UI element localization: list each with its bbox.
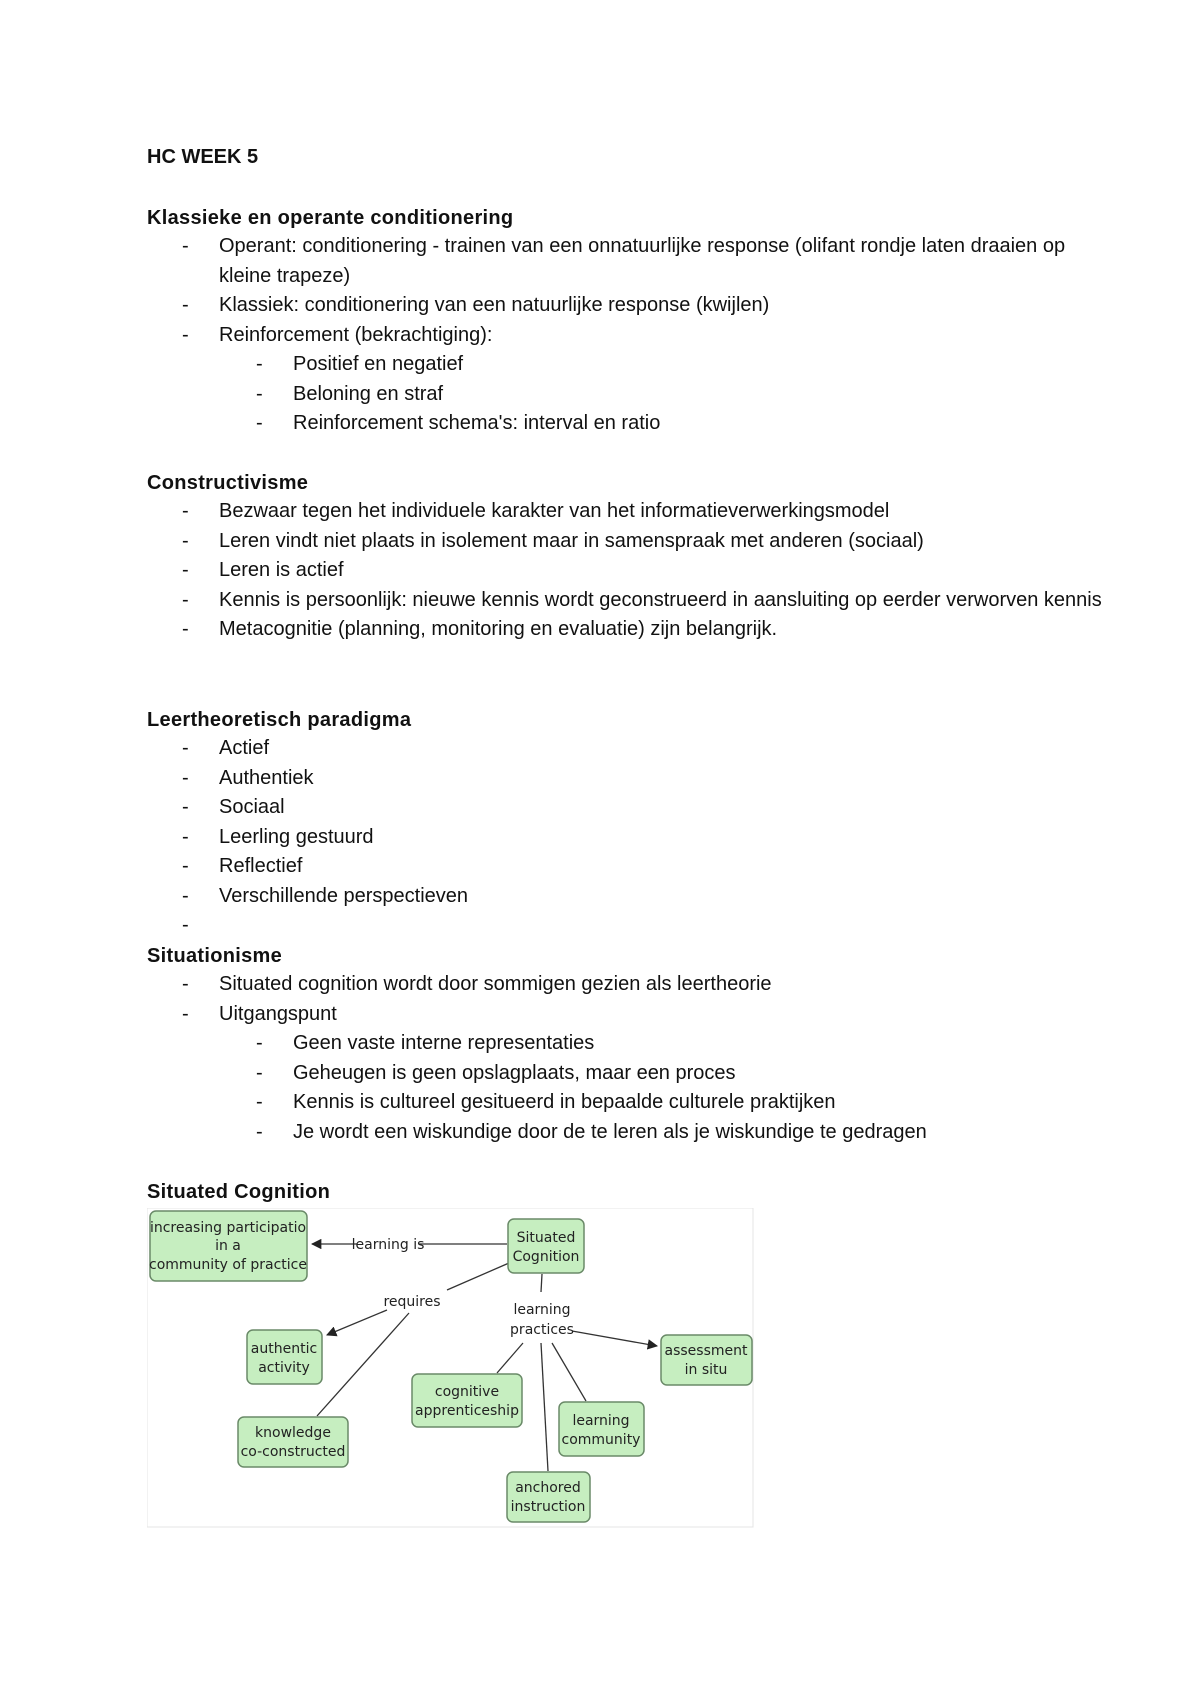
bullet-dash: - bbox=[182, 559, 189, 581]
bullet-dash: - bbox=[256, 1120, 263, 1143]
node-box bbox=[412, 1374, 522, 1427]
list-item-text: Leren vindt niet plaats in isolement maar in samenspraak met anderen (sociaal) bbox=[219, 529, 924, 552]
list-item bbox=[147, 1088, 1107, 1118]
list-item bbox=[147, 409, 1107, 439]
node-text: Cognition bbox=[512, 1249, 580, 1265]
list-item-text: Kennis is cultureel gesitueerd in bepaalde culturele praktijken bbox=[293, 1091, 836, 1113]
node-cognitive-apprenticeship bbox=[412, 1374, 522, 1427]
list-item-text: Situated cognition wordt door sommigen gezien als leertheorie bbox=[219, 973, 772, 995]
bullet-dash: - bbox=[182, 529, 189, 552]
concept-map-svg bbox=[147, 1208, 754, 1528]
bullet-dash: - bbox=[182, 588, 189, 611]
bullet-dash: - bbox=[182, 914, 189, 936]
section-conditionering bbox=[147, 204, 1107, 439]
list-item-text: Operant: conditionering - trainen van een onnatuurlijke response (olifant rondje laten draaien op kleine trapeze) bbox=[219, 235, 1066, 287]
node-learning-community bbox=[559, 1402, 644, 1456]
node-text: instruction bbox=[510, 1499, 586, 1515]
list-item-text: Positief en negatief bbox=[293, 353, 464, 375]
list-item bbox=[147, 882, 1107, 912]
list-item bbox=[147, 380, 1107, 410]
list-item bbox=[147, 1029, 1107, 1059]
bullet-dash: - bbox=[256, 353, 263, 375]
node-text: in a bbox=[215, 1238, 241, 1254]
node-text: co-constructed bbox=[240, 1444, 346, 1460]
bullet-dash: - bbox=[182, 884, 189, 907]
section-leertheoretisch bbox=[147, 706, 1107, 941]
node-situated-cognition bbox=[508, 1219, 584, 1273]
list-item bbox=[147, 852, 1107, 882]
bullet-dash: - bbox=[182, 796, 189, 818]
list-item bbox=[147, 321, 1107, 351]
node-text: increasing participatio bbox=[149, 1220, 307, 1236]
link-label-learning-is: learning is bbox=[351, 1237, 425, 1253]
list-item-text: Reinforcement (bekrachtiging): bbox=[219, 323, 493, 346]
list-item bbox=[147, 793, 1107, 823]
list-item bbox=[147, 615, 1107, 645]
bullet-dash: - bbox=[256, 1091, 263, 1113]
bullet-dash: - bbox=[182, 855, 189, 877]
list-item-text: Actief bbox=[219, 737, 270, 759]
section-situationisme bbox=[147, 942, 1107, 1147]
link-label-requires: requires bbox=[383, 1294, 441, 1310]
node-text: assessment bbox=[664, 1343, 748, 1359]
bullet-dash: - bbox=[182, 737, 189, 759]
section-heading: Situationisme bbox=[147, 945, 283, 967]
bullet-dash: - bbox=[256, 412, 263, 434]
list-item-text: Reflectief bbox=[219, 855, 303, 877]
node-knowledge-co-constructed bbox=[238, 1417, 348, 1467]
link-label-learning: learning bbox=[513, 1302, 571, 1318]
section-heading: Situated Cognition bbox=[147, 1181, 331, 1203]
list-item bbox=[147, 764, 1107, 794]
bullet-dash: - bbox=[182, 500, 189, 522]
list-item bbox=[147, 734, 1107, 764]
list-item bbox=[147, 823, 1107, 853]
list-item-text: Verschillende perspectieven bbox=[219, 884, 469, 907]
list-item bbox=[147, 1000, 1107, 1030]
section-heading: Klassieke en operante conditionering bbox=[147, 207, 514, 229]
list-item-text: Kennis is persoonlijk: nieuwe kennis wordt geconstrueerd in aansluiting op eerder verworven kennis bbox=[219, 588, 1102, 611]
node-text: community bbox=[561, 1432, 641, 1448]
list-item-text: Authentiek bbox=[219, 766, 314, 789]
list-item-text: Bezwaar tegen het individuele karakter van het informatieverwerkingsmodel bbox=[219, 500, 890, 522]
section-constructivisme bbox=[147, 469, 1107, 645]
section-heading: Leertheoretisch paradigma bbox=[147, 709, 412, 731]
bullet-dash: - bbox=[182, 766, 189, 789]
section-situated-cognition bbox=[147, 1178, 1107, 1206]
bullet-dash: - bbox=[182, 973, 189, 995]
list-item-text: Geen vaste interne representaties bbox=[293, 1032, 595, 1054]
list-item-text: Geheugen is geen opslagplaats, maar een proces bbox=[293, 1061, 736, 1084]
link-label-practices: practices bbox=[510, 1322, 574, 1338]
list-item-text: Je wordt een wiskundige door de te leren als je wiskundige te gedragen bbox=[293, 1120, 927, 1143]
node-participation bbox=[149, 1211, 307, 1281]
list-item-text: Metacognitie (planning, monitoring en evaluatie) zijn belangrijk. bbox=[219, 618, 778, 640]
node-anchored-instruction bbox=[507, 1472, 590, 1522]
list-item bbox=[147, 1059, 1107, 1089]
node-text: apprenticeship bbox=[415, 1403, 519, 1419]
list-item bbox=[147, 970, 1107, 1000]
node-text: learning bbox=[572, 1413, 630, 1429]
bullet-dash: - bbox=[182, 294, 189, 316]
bullet-dash: - bbox=[256, 1061, 263, 1084]
list-item bbox=[147, 350, 1107, 380]
node-authentic-activity bbox=[247, 1330, 322, 1384]
list-item bbox=[147, 586, 1107, 616]
document-title: HC WEEK 5 bbox=[147, 146, 259, 168]
list-item-text: Leerling gestuurd bbox=[219, 825, 374, 848]
node-text: cognitive bbox=[434, 1384, 500, 1400]
node-text: anchored bbox=[515, 1480, 581, 1496]
list-item-text: Beloning en straf bbox=[293, 382, 444, 405]
list-item-text: Leren is actief bbox=[219, 559, 344, 581]
list-item-text: Klassiek: conditionering van een natuurlijke response (kwijlen) bbox=[219, 294, 770, 316]
section-heading: Constructivisme bbox=[147, 472, 309, 494]
node-text: Situated bbox=[516, 1230, 576, 1246]
list-item bbox=[147, 291, 1107, 321]
node-assessment-in-situ bbox=[661, 1335, 752, 1385]
list-item-text: Uitgangspunt bbox=[219, 1002, 337, 1025]
node-text: authentic bbox=[250, 1341, 318, 1357]
list-item bbox=[147, 497, 1107, 527]
list-item bbox=[147, 556, 1107, 586]
list-item-text: Reinforcement schema's: interval en ratio bbox=[293, 412, 661, 434]
list-item bbox=[147, 911, 1107, 941]
bullet-dash: - bbox=[182, 235, 189, 257]
concept-map-diagram bbox=[147, 1208, 754, 1528]
bullet-dash: - bbox=[182, 825, 189, 848]
node-text: activity bbox=[258, 1360, 310, 1376]
node-text: in situ bbox=[684, 1362, 728, 1378]
node-text: knowledge bbox=[255, 1425, 331, 1441]
bullet-dash: - bbox=[182, 1002, 189, 1025]
list-item bbox=[147, 232, 1107, 291]
list-item bbox=[147, 527, 1107, 557]
bullet-dash: - bbox=[182, 618, 189, 640]
node-text: community of practice bbox=[149, 1257, 307, 1273]
bullet-dash: - bbox=[182, 323, 189, 346]
list-item-text: Sociaal bbox=[219, 796, 285, 818]
bullet-dash: - bbox=[256, 382, 263, 405]
list-item bbox=[147, 1118, 1107, 1148]
bullet-dash: - bbox=[256, 1032, 263, 1054]
